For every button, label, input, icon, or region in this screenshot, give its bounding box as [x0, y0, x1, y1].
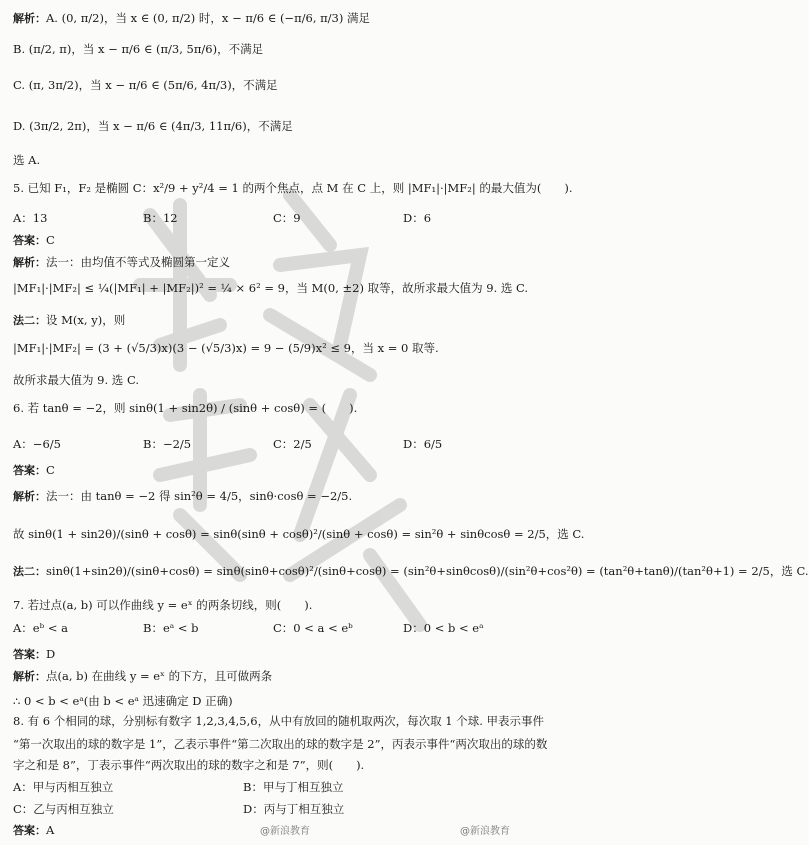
line-text: 故所求最大值为 9. 选 C.: [13, 373, 139, 387]
line-text: 设 M(x, y)，则: [46, 313, 126, 327]
answer-option: D：0 < b < eᵃ: [403, 621, 484, 635]
answer-option: B：−2/5: [143, 437, 192, 451]
line-text: A. (0, π/2)，当 x ∈ (0, π/2) 时，x − π/6 ∈ (−π/6, π/3) 满足: [46, 11, 371, 25]
doc-line: [13, 10, 540, 27]
section-label: 解析：: [13, 256, 46, 269]
answer-option: A：甲与丙相互独立: [13, 780, 114, 794]
doc-line: [13, 757, 540, 773]
footer-watermark-1: @新浪教育: [260, 826, 310, 837]
section-label: 法二：: [13, 565, 46, 578]
doc-line: [13, 254, 540, 271]
doc-line: [13, 526, 585, 542]
answer-option: B：甲与丁相互独立: [243, 780, 344, 794]
line-text: C: [46, 463, 55, 477]
doc-line: [13, 232, 540, 249]
answer-option: C：0 < a < eᵇ: [273, 621, 353, 635]
answer-option: D：丙与丁相互独立: [243, 802, 345, 816]
doc-line: [13, 462, 540, 479]
line-text: 选 A.: [13, 153, 41, 167]
line-text: 字之和是 8”，丁表示事件“两次取出的球的数字之和是 7”，则( ).: [13, 758, 365, 772]
doc-line: [13, 563, 809, 580]
line-text: ∴ 0 < b < eᵃ(由 b < eᵃ 迅速确定 D 正确): [13, 694, 233, 708]
doc-line: [13, 280, 540, 296]
section-label: 解析：: [13, 670, 46, 683]
doc-line: [13, 77, 540, 93]
answer-option: A：−6/5: [13, 437, 61, 451]
line-text: |MF₁|·|MF₂| ≤ ¼(|MF₁| + |MF₂|)² = ¼ × 6² = 9，当 M(0, ±2) 取等，故所求最大值为 9. 选 C.: [13, 281, 529, 295]
doc-line: [13, 668, 540, 685]
line-text: C. (π, 3π/2)，当 x − π/6 ∈ (5π/6, 4π/3)，不满足: [13, 78, 278, 92]
line-text: 7. 若过点(a, b) 可以作曲线 y = eˣ 的两条切线，则( ).: [13, 598, 313, 612]
line-text: “第一次取出的球的数字是 1”，乙表示事件“第二次取出的球的数字是 2”，丙表示事件“两次取出的球的数: [13, 737, 548, 751]
doc-line: [13, 620, 540, 636]
line-text: D: [46, 647, 56, 661]
answer-option: C：9: [273, 211, 301, 225]
answer-option: C：2/5: [273, 437, 312, 451]
doc-line: [13, 436, 540, 452]
line-text: A: [46, 823, 55, 837]
doc-line: [13, 118, 540, 134]
line-text: 6. 若 tanθ = −2，则 sinθ(1 + sin2θ) / (sinθ + cosθ) = ( ).: [13, 401, 358, 415]
doc-line: [13, 41, 540, 57]
doc-line: [13, 736, 548, 752]
section-label: 答案：: [13, 648, 46, 661]
line-text: |MF₁|·|MF₂| = (3 + (√5/3)x)(3 − (√5/3)x) = 9 − (5/9)x² ≤ 9，当 x = 0 取等.: [13, 341, 439, 355]
answer-option: B：12: [143, 211, 178, 225]
answer-option: D：6/5: [403, 437, 443, 451]
section-label: 答案：: [13, 464, 46, 477]
section-label: 解析：: [13, 12, 46, 25]
doc-line: [13, 210, 540, 226]
line-text: 5. 已知 F₁，F₂ 是椭圆 C：x²/9 + y²/4 = 1 的两个焦点，点 M 在 C 上，则 |MF₁|·|MF₂| 的最大值为( ).: [13, 181, 573, 195]
doc-line: [13, 312, 540, 329]
line-text: B. (π/2, π)，当 x − π/6 ∈ (π/3, 5π/6)，不满足: [13, 42, 264, 56]
doc-line: [13, 646, 540, 663]
answer-option: A：eᵇ < a: [13, 621, 69, 635]
answer-option: A：13: [13, 211, 48, 225]
doc-line: [13, 152, 540, 168]
answer-option: C：乙与丙相互独立: [13, 802, 114, 816]
line-text: C: [46, 233, 55, 247]
doc-line: [13, 801, 540, 817]
line-text: 法一：由 tanθ = −2 得 sin²θ = 4/5，sinθ·cosθ = −2/5.: [46, 489, 353, 503]
section-label: 答案：: [13, 234, 46, 247]
section-label: 解析：: [13, 490, 46, 503]
doc-line: [13, 488, 540, 505]
line-text: 点(a, b) 在曲线 y = eˣ 的下方，且可做两条: [46, 669, 273, 683]
line-text: 法一：由均值不等式及椭圆第一定义: [46, 255, 230, 269]
line-text: D. (3π/2, 2π)，当 x − π/6 ∈ (4π/3, 11π/6)，不满足: [13, 119, 293, 133]
line-text: 故 sinθ(1 + sin2θ)/(sinθ + cosθ) = sinθ(sinθ + cosθ)²/(sinθ + cosθ) = sin²θ + sinθcosθ = 2/5，选 C.: [13, 527, 585, 541]
answer-option: B：eᵃ < b: [143, 621, 199, 635]
footer-watermark-2: @新浪教育: [460, 826, 510, 837]
doc-line: [13, 597, 540, 613]
line-text: sinθ(1+sin2θ)/(sinθ+cosθ) = sinθ(sinθ+cosθ)²/(sinθ+cosθ) = (sin²θ+sinθcosθ)/(sin²θ+cos²θ) = (tan²θ+tanθ)/(tan²θ+1) = 2/5，选 C.: [46, 564, 809, 578]
doc-line: [13, 340, 540, 356]
doc-line: [13, 372, 540, 388]
section-label: 答案：: [13, 824, 46, 837]
section-label: 法二：: [13, 314, 46, 327]
doc-line: [13, 180, 573, 196]
doc-line: [13, 400, 540, 416]
doc-line: [13, 693, 540, 709]
doc-line: [13, 779, 540, 795]
line-text: 8. 有 6 个相同的球，分别标有数字 1,2,3,4,5,6，从中有放回的随机取两次，每次取 1 个球. 甲表示事件: [13, 714, 545, 728]
doc-line: [13, 713, 545, 729]
answer-option: D：6: [403, 211, 432, 225]
